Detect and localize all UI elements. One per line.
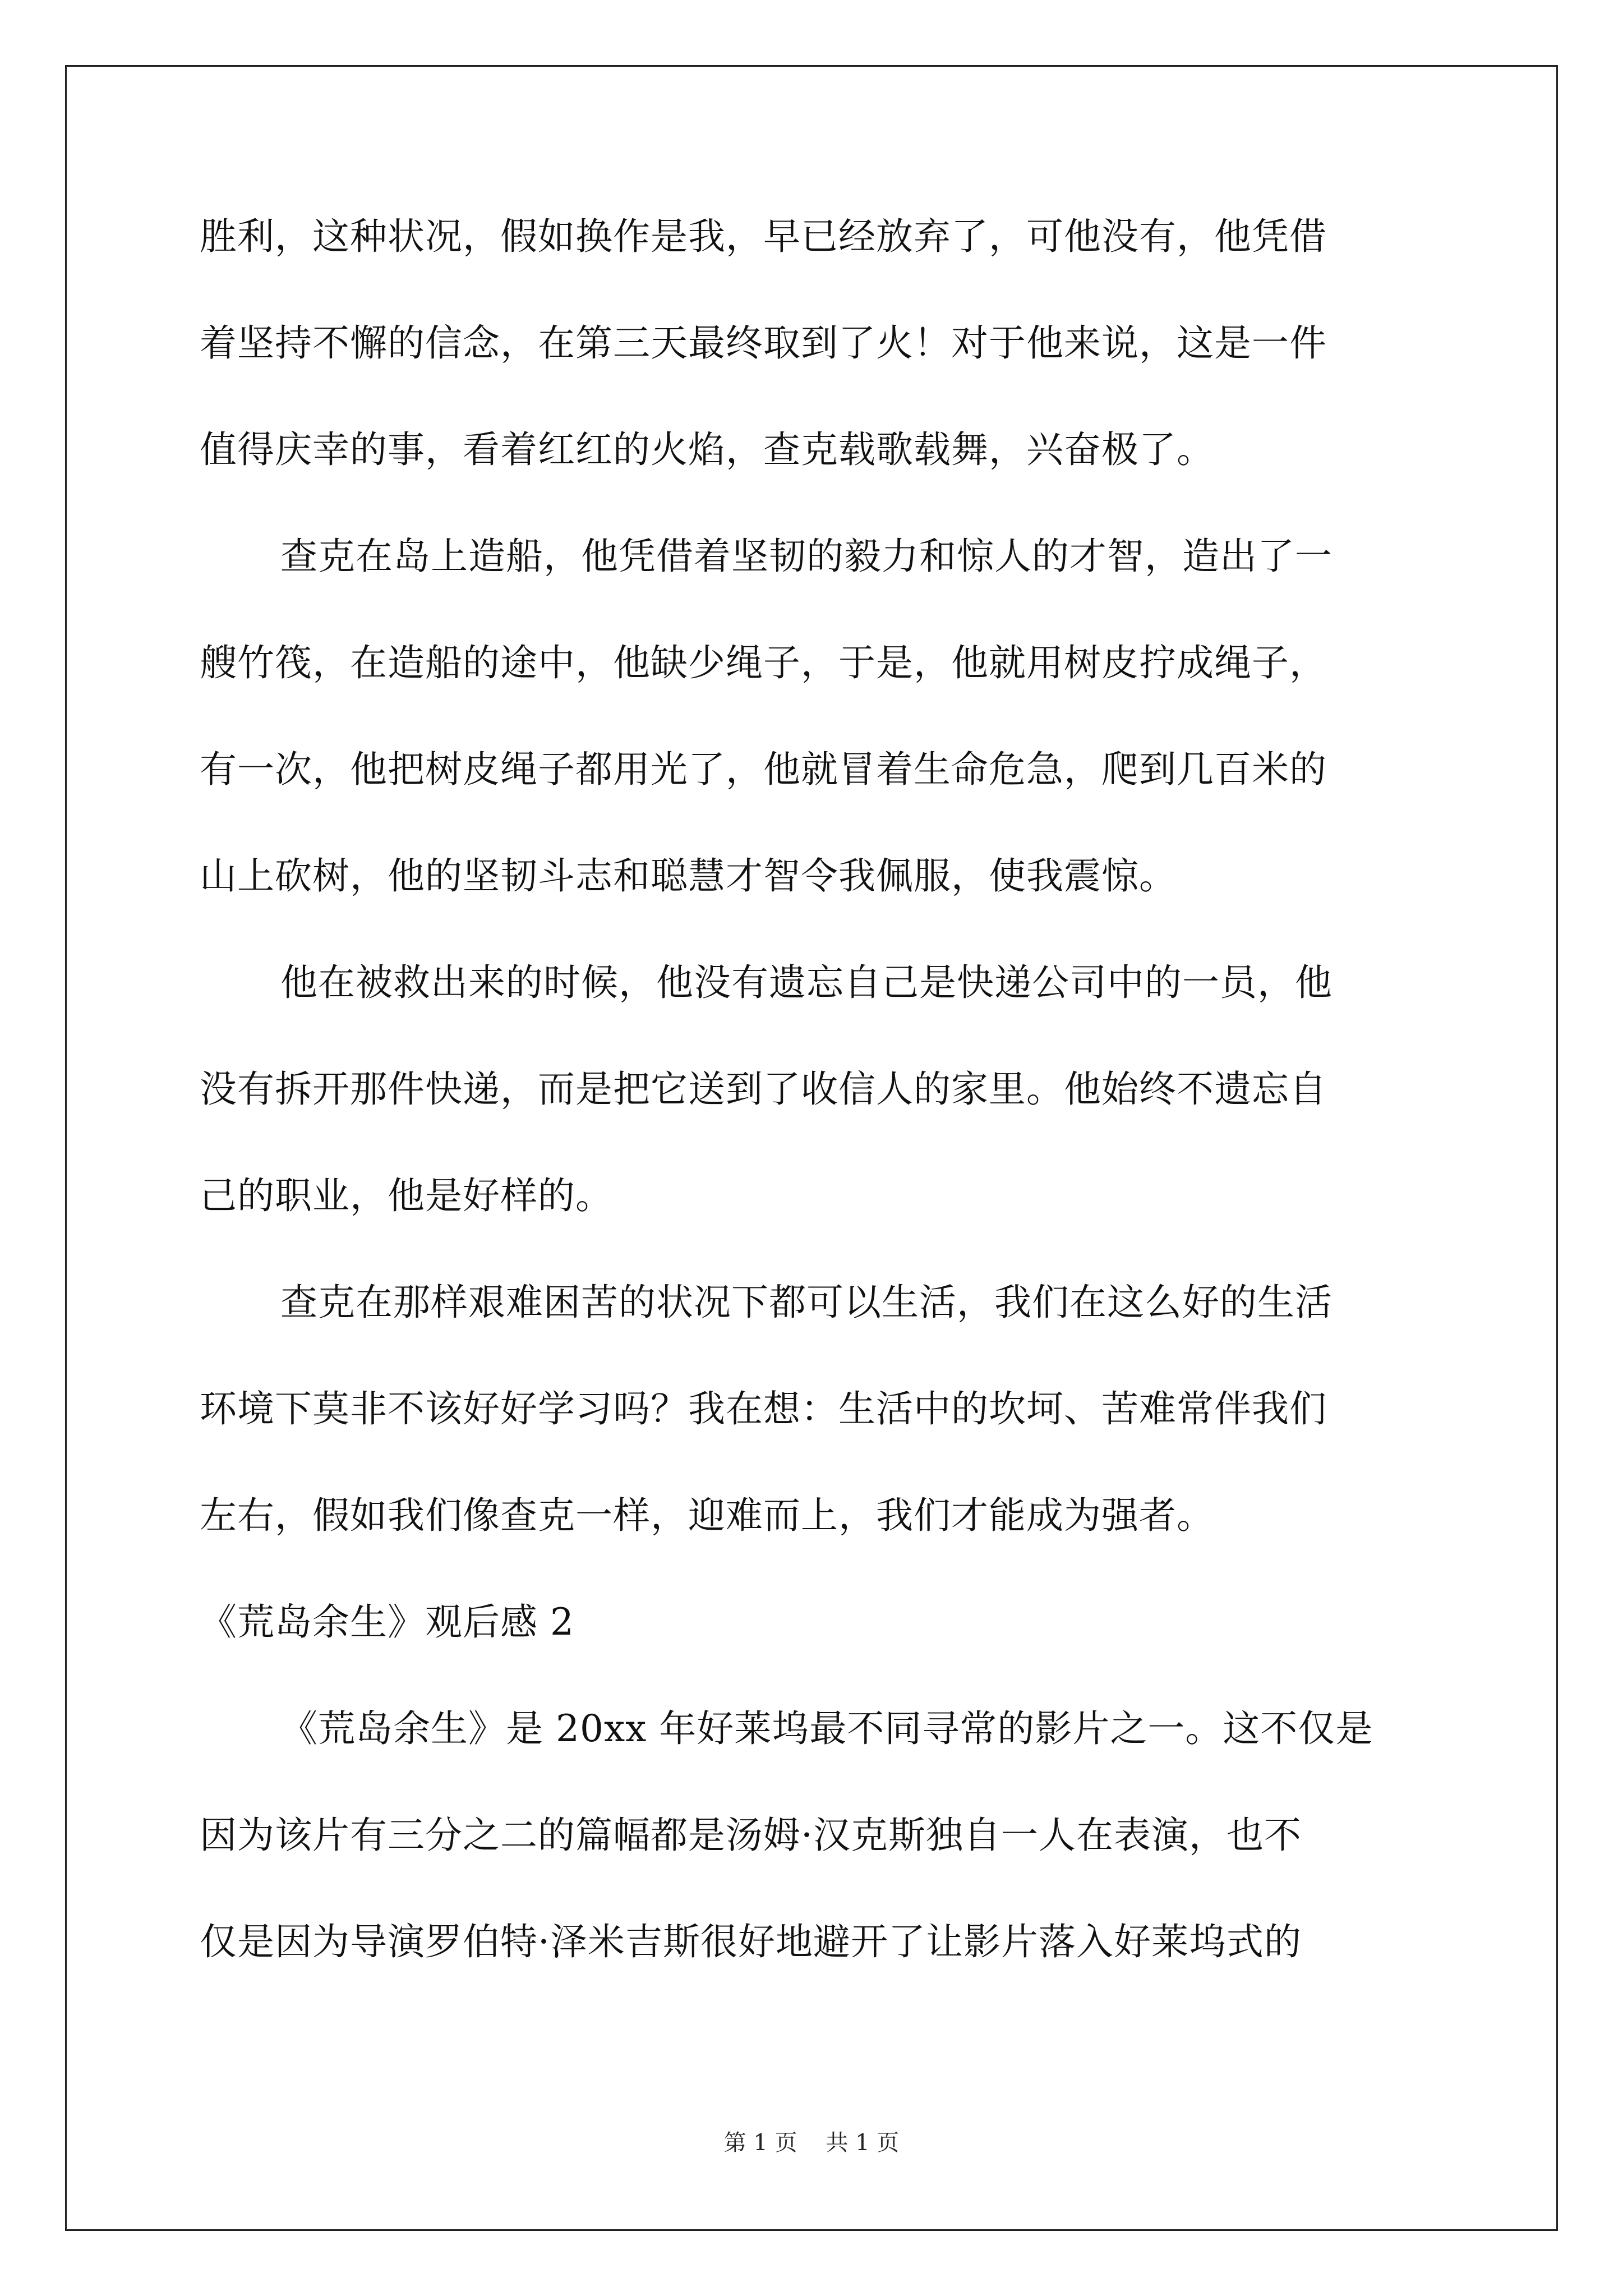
page-border xyxy=(65,65,1558,2231)
paragraph-first-line: 查克在岛上造船，他凭借着坚韧的毅力和惊人的才智，造出了一 xyxy=(280,535,1332,578)
text-line: 己的职业，他是好样的。 xyxy=(200,1174,613,1217)
text-line: 胜利，这种状况，假如换作是我，早已经放弃了，可他没有，他凭借 xyxy=(200,215,1327,258)
text-line: 环境下莫非不该好好学习吗？我在想：生活中的坎坷、苦难常伴我们 xyxy=(200,1387,1327,1430)
text-line: 有一次，他把树皮绳子都用光了，他就冒着生命危急，爬到几百米的 xyxy=(200,748,1327,791)
text-line: 左右，假如我们像查克一样，迎难而上，我们才能成为强者。 xyxy=(200,1494,1214,1537)
text-line: 山上砍树，他的坚韧斗志和聪慧才智令我佩服，使我震惊。 xyxy=(200,854,1177,898)
paragraph-first-line: 《荒岛余生》是 20xx 年好莱坞最不同寻常的影片之一。这不仅是 xyxy=(280,1707,1373,1750)
text-line: 仅是因为导演罗伯特·泽米吉斯很好地避开了让影片落入好莱坞式的 xyxy=(200,1920,1302,1963)
text-line: 值得庆幸的事，看着红红的火焰，查克载歌载舞，兴奋极了。 xyxy=(200,428,1214,471)
paragraph-first-line: 他在被救出来的时候，他没有遗忘自己是快递公司中的一员，他 xyxy=(280,961,1332,1004)
text-line: 因为该片有三分之二的篇幅都是汤姆·汉克斯独自一人在表演，也不 xyxy=(200,1814,1302,1857)
page-number-footer: 第 1 页 共 1 页 xyxy=(723,2130,900,2156)
section-heading: 《荒岛余生》观后感 2 xyxy=(200,1600,574,1644)
text-line: 着坚持不懈的信念，在第三天最终取到了火！对于他来说，这是一件 xyxy=(200,321,1327,365)
paragraph-first-line: 查克在那样艰难困苦的状况下都可以生活，我们在这么好的生活 xyxy=(280,1281,1332,1324)
text-line: 艘竹筏，在造船的途中，他缺少绳子，于是，他就用树皮拧成绳子， xyxy=(200,641,1327,684)
text-line: 没有拆开那件快递，而是把它送到了收信人的家里。他始终不遗忘自 xyxy=(200,1068,1327,1111)
